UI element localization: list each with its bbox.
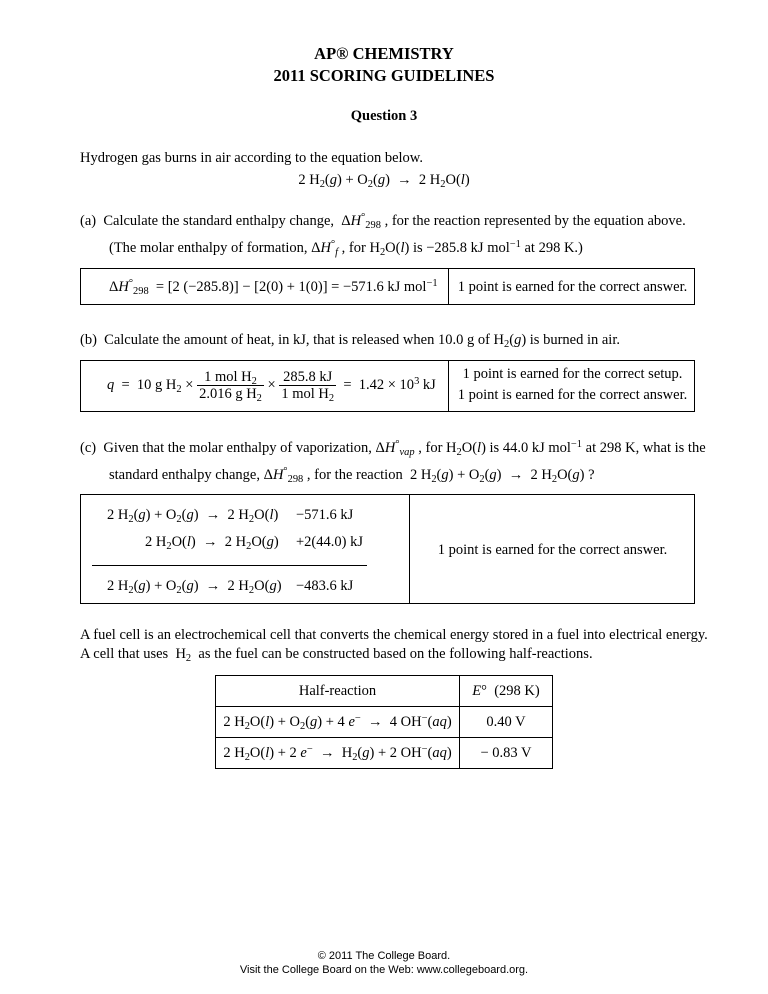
part-b-question: (b) Calculate the amount of heat, in kJ, that is released when 10.0 g of $H_2(g)$ is burned in air. bbox=[80, 332, 620, 351]
part-c-question-line-2: standard enthalpy change, $\Delta H^\circ_{298}$ , for the reaction 2 $H_2(g) + O_2(g) \to 2$ $H_2O(g)$ ? bbox=[109, 465, 595, 486]
part-c-question-line-1: (c) Given that the molar enthalpy of vaporization, $\Delta H^\circ_{vap}$ , for $H_2O(l)$ is 44.0 kJ mol$^{-1}$ at 298 K, what is the bbox=[80, 438, 706, 459]
fuel-cell-line-1: A fuel cell is an electrochemical cell that converts the chemical energy stored in a fuel into electrical energy. bbox=[80, 627, 708, 643]
table-header-half-reaction: Half-reaction bbox=[216, 676, 460, 707]
sum-line bbox=[92, 565, 367, 566]
part-c-value-2: +2(44.0) kJ bbox=[296, 534, 363, 550]
header-line-2: 2011 SCORING GUIDELINES bbox=[273, 66, 495, 85]
part-c-value-3: −483.6 kJ bbox=[296, 578, 354, 594]
part-c-reaction-1: 2 $H_2(g) + O_2(g) \to 2$ $H_2O(l)$ bbox=[107, 507, 279, 526]
part-c-reaction-2: 2 $H_2O(l) \to 2$ $H_2O(g)$ bbox=[145, 534, 279, 553]
main-equation: 2 $H_2(g) + O_2(g) \to 2$ $H_2O(l)$ bbox=[298, 172, 470, 191]
table-row bbox=[216, 707, 553, 738]
table-header-row bbox=[216, 676, 553, 707]
potential-1: 0.40 V bbox=[460, 707, 553, 738]
header-line-1: AP® CHEMISTRY bbox=[314, 44, 454, 63]
part-c-reaction-3: 2 $H_2(g) + O_2(g) \to 2$ $H_2O(g)$ bbox=[107, 578, 282, 597]
part-a-note: (The molar enthalpy of formation, $\Delta H^\circ_f$ , for $H_2O(l)$ is −285.8 kJ mol$^{-1}$ at 298 K.) bbox=[109, 238, 583, 259]
part-b-answer: q = 10 g $H_2$ × $\frac{1 mol H_2}{2.016 g H_2}$ × $\frac{285.8 kJ}{1 mol H_2}$ = $1.42 \times 10^3$ kJ bbox=[107, 369, 436, 405]
intro-text: Hydrogen gas burns in air according to the equation below. bbox=[80, 150, 423, 166]
footer-visit: Visit the College Board on the Web: www.collegeboard.org. bbox=[239, 964, 529, 976]
half-reactions-table bbox=[215, 675, 553, 769]
part-b-point-2: 1 point is earned for the correct answer. bbox=[457, 387, 688, 403]
half-reaction-1: 2 $H_2O(l) + O_2(g) + 4$ e− → 4 OH−(aq) bbox=[216, 707, 460, 738]
fuel-cell-line-2: A cell that uses $H_2$ as the fuel can be constructed based on the following half-reactions. bbox=[80, 646, 593, 665]
table-row bbox=[216, 738, 553, 769]
part-c-value-1: −571.6 kJ bbox=[296, 507, 354, 523]
part-b-point-1: 1 point is earned for the correct setup. bbox=[462, 366, 683, 382]
part-a-question: (a) Calculate the standard enthalpy change, $\Delta H^\circ_{298}$ , for the reaction represented by the equation above. bbox=[80, 211, 686, 232]
footer-copyright: © 2011 The College Board. bbox=[317, 950, 451, 962]
half-reaction-2: 2 $H_2O(l) + 2$ $e^- \to H_2(g) + 2$ OH−(aq) bbox=[216, 738, 460, 769]
part-a-answer: $\Delta H^\circ_{298} = [2$ (−285.8)] − [2(0) + 1(0)] = −571.6 kJ mol$^{-1}$ bbox=[109, 277, 438, 298]
table-header-potential: E° (298 K) bbox=[460, 676, 553, 707]
part-c-point: 1 point is earned for the correct answer. bbox=[437, 542, 668, 558]
question-title: Question 3 bbox=[350, 108, 418, 124]
potential-2: − 0.83 V bbox=[460, 738, 553, 769]
part-a-point: 1 point is earned for the correct answer. bbox=[457, 279, 688, 295]
